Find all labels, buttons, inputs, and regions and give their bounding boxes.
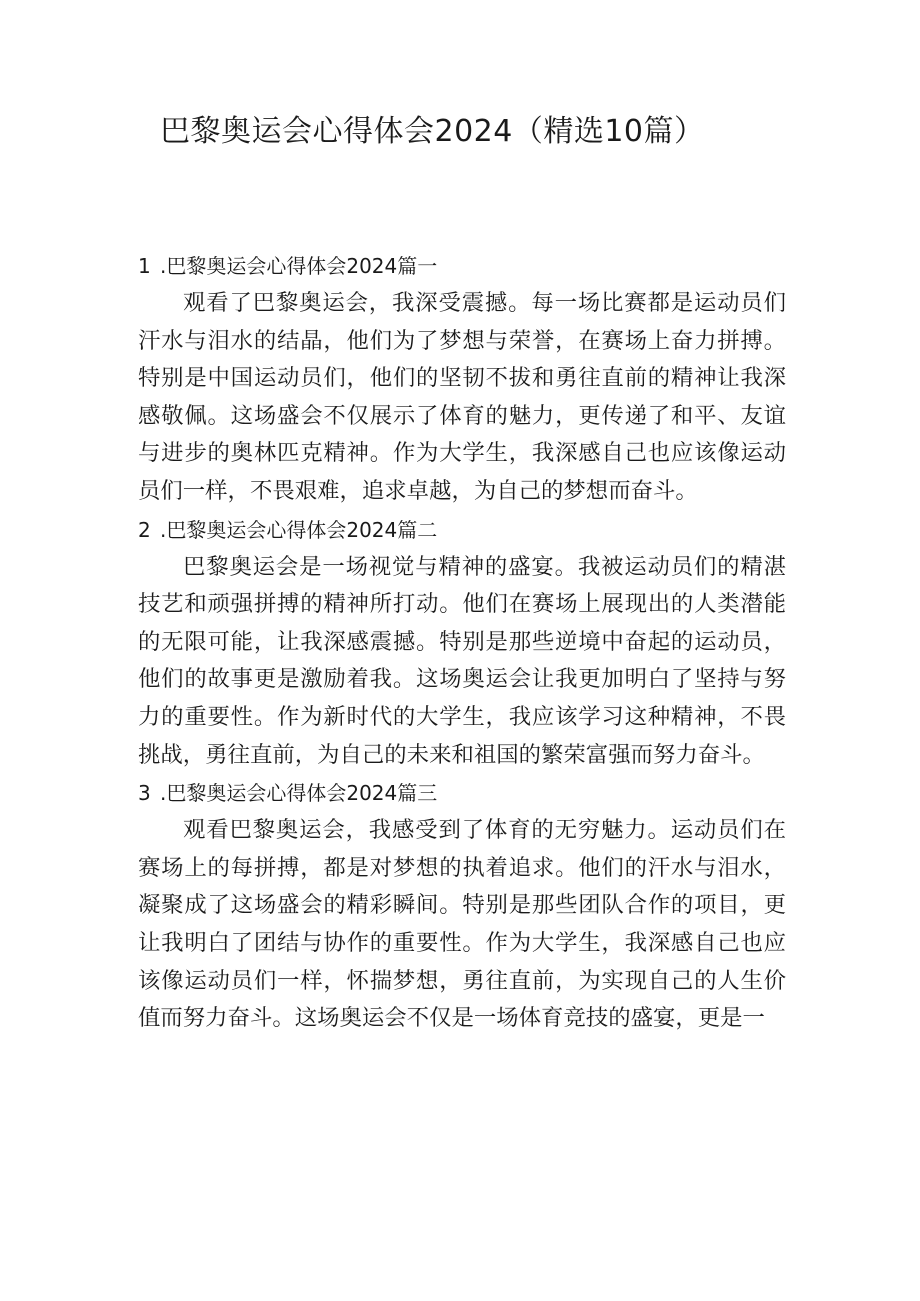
section-1 <box>138 247 786 511</box>
section-heading <box>138 774 786 812</box>
section-heading-text: .巴黎奥运会心得体会2024篇一 <box>160 254 438 278</box>
document-body <box>138 247 786 1038</box>
section-paragraph: 观看巴黎奥运会，我感受到了体育的无穷魅力。运动员们在赛场上的每拼搏，都是对梦想的执着追求。他们的汗水与泪水，凝聚成了这场盛会的精彩瞬间。特别是那些团队合作的项目，更让我明白了团结与协作的重要性。作为大学生，我深感自己也应该像运动员们一样，怀揣梦想，勇往直前，为实现自己的人生价值而努力奋斗。这场奥运会不仅是一场体育竞技的盛宴，更是一 <box>138 817 786 1032</box>
section-number: 3 <box>138 781 151 806</box>
section-heading-text: .巴黎奥运会心得体会2024篇二 <box>160 517 438 542</box>
section-heading <box>138 511 786 549</box>
section-paragraph: 观看了巴黎奥运会，我深受震撼。每一场比赛都是运动员们汗水与泪水的结晶，他们为了梦想与荣誉，在赛场上奋力拼搏。特别是中国运动员们，他们的坚韧不拔和勇往直前的精神让我深感敬佩。这场盛会不仅展示了体育的魅力，更传递了和平、友谊与进步的奥林匹克精神。作为大学生，我深感自己也应该像运动员们一样，不畏艰难，追求卓越，为自己的梦想而奋斗。 <box>138 290 786 504</box>
section-number: 1 <box>138 254 151 278</box>
section-2 <box>138 511 786 775</box>
document-title: 巴黎奥运会心得体会2024（精选10篇） <box>160 114 705 149</box>
section-heading <box>138 247 786 285</box>
section-heading-text: .巴黎奥运会心得体会2024篇三 <box>160 781 438 806</box>
section-paragraph: 巴黎奥运会是一场视觉与精神的盛宴。我被运动员们的精湛技艺和顽强拼搏的精神所打动。他们在赛场上展现出的人类潜能的无限可能，让我深感震撼。特别是那些逆境中奋起的运动员，他们的故事更是激励着我。这场奥运会让我更加明白了坚持与努力的重要性。作为新时代的大学生，我应该学习这种精神，不畏挑战，勇往直前，为自己的未来和祖国的繁荣富强而努力奋斗。 <box>138 553 786 768</box>
section-number: 2 <box>138 517 151 542</box>
section-3 <box>138 774 786 1038</box>
